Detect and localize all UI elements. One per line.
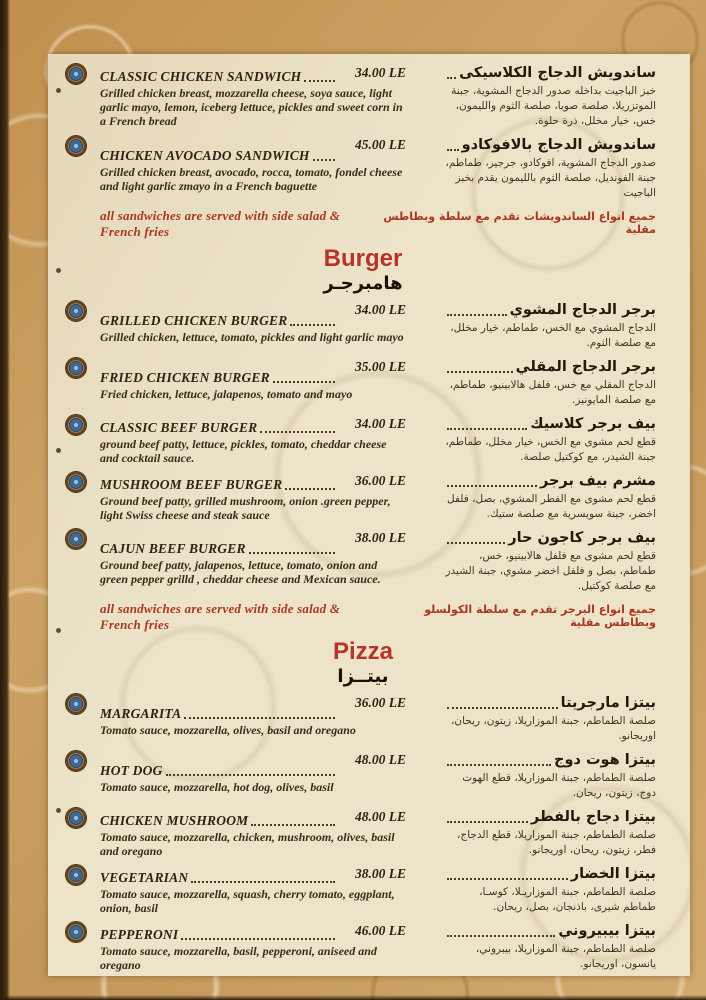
dotted-leader: [249, 552, 335, 554]
binding-hole: [56, 88, 61, 93]
section-note: [100, 601, 656, 633]
item-desc-en: Grilled chicken breast, mozzarella cheese, soya sauce, light garlic mayo, lemon, iceberg lettuce, pickles and sweet corn in a French bread: [100, 86, 403, 128]
item-desc-ar: الدجاج المشوي مع الخس، طماطم، خيار مخلل، مع صلصة الثوم.: [450, 322, 656, 349]
item-name-en: VEGETARIAN: [100, 869, 189, 885]
menu-item: [60, 358, 666, 408]
item-desc-en: Ground beef patty, grilled mushroom, onion .green pepper, light Swiss cheese and steak sauce: [100, 493, 391, 522]
item-desc-ar: صلصة الطماطم، جبنة الموزاريـلا، كوسـا، طماطم شيرى، باذنجان، بصل، ريحان.: [479, 886, 656, 913]
brand-badge-icon: [66, 922, 86, 942]
item-desc-en: Ground beef patty, jalapenos, lettuce, tomato, onion and green pepper grilld , cheddar cheese and Mexican sauce.: [100, 558, 381, 586]
page-bottom-edge: [0, 995, 706, 1000]
dotted-leader: [447, 764, 551, 766]
item-name-ar: بيتزا بيبيروني: [558, 923, 656, 939]
dotted-leader: [290, 324, 335, 326]
item-name-en: CHICKEN MUSHROOM: [100, 812, 249, 828]
item-desc-ar: الدجاج المقلي مع خس، فلفل هالابينيو، طماطم، مع صلصة المايونيز.: [449, 379, 656, 406]
dotted-leader: [260, 431, 335, 433]
item-name-en: MUSHROOM BEEF BURGER: [100, 476, 283, 492]
binding-hole: [56, 268, 61, 273]
binding-hole: [56, 448, 61, 453]
item-price: 34.00 LE: [354, 65, 406, 80]
item-name-en: CHICKEN AVOCADO SANDWICH: [100, 148, 310, 163]
section-title-en: Burger: [323, 245, 403, 272]
item-desc-en: ground beef patty, lettuce, pickles, tomato, cheddar cheese and cocktail sauce.: [100, 436, 387, 465]
section-title-ar: بيتــزا: [337, 666, 389, 687]
menu-item: [60, 64, 666, 129]
menu-item: [60, 529, 666, 594]
section-header-burger: [60, 246, 666, 295]
menu-item: [60, 472, 666, 522]
menu-item: [60, 865, 666, 915]
item-price: 35.00 LE: [354, 359, 406, 374]
dotted-leader: [313, 159, 335, 161]
item-price: 38.00 LE: [354, 866, 406, 881]
brand-badge-icon: [66, 358, 86, 378]
item-name-en: HOT DOG: [100, 762, 163, 778]
dotted-leader: [447, 542, 505, 544]
item-name-en: CLASSIC BEEF BURGER: [100, 419, 258, 435]
binding-hole: [56, 628, 61, 633]
item-name-ar: بيتزا هوت دوج: [554, 752, 656, 768]
menu-item: [60, 694, 666, 744]
item-desc-ar: قطع لحم مشوى مع الخس، خيار مخلل، طماطم، جبنة الشيدر، مع كوكتيل صلصة.: [445, 436, 656, 463]
note-text-en: all sandwiches are served with side salad & French fries: [100, 601, 341, 632]
dotted-leader: [166, 774, 335, 776]
item-name-ar: بيتزا مارجريتا: [560, 695, 656, 711]
item-price: 34.00 LE: [354, 416, 406, 431]
item-name-ar: برجر الدجاج المشوي: [509, 302, 656, 318]
item-desc-ar: صدور الدجاج المشوية، افوكادو، جرجير، طماطم، جبنة الفونديل، صلصة الثوم بالليمون يقدم بخبز الباجيت: [445, 157, 656, 199]
item-desc-ar: قطع لحم مشوى مع الفطر المشوي، بصل، فلفل اخضر، جبنة سويسرية مع صلصة ستيك.: [447, 493, 656, 520]
item-name-en: GRILLED CHICKEN BURGER: [100, 312, 288, 328]
item-name-ar: بيف برجر كلاسيك: [530, 416, 656, 432]
item-name-en: PEPPERONI: [100, 926, 179, 942]
item-desc-ar: صلصة الطماطم، جبنة الموزاريلا، قطع الدجاج، فطر، زيتون، ريحان، اوريجانو.: [457, 829, 656, 856]
section-header-pizza: [60, 639, 666, 688]
brand-badge-icon: [66, 301, 86, 321]
brand-badge-icon: [66, 694, 86, 714]
item-name-ar: ساندويش الدجاج الكلاسيكى: [459, 65, 656, 81]
dotted-leader: [447, 707, 558, 709]
item-name-ar: بيتزا دجاج بالفطر: [530, 809, 656, 825]
menu-item: [60, 136, 666, 201]
section-title-ar: هامبرجـر: [323, 273, 403, 294]
item-desc-en: Tomato sauce, mozzarella, squash, cherry tomato, eggplant, onion, basil: [100, 886, 395, 915]
item-desc-en: Grilled chicken breast, avocado, rocca, tomato, fondel cheese and light garlic zmayo in a French baguette: [100, 165, 403, 193]
item-price: 45.00 LE: [354, 137, 406, 152]
item-desc-en: Tomato sauce, mozzarella, olives, basil and oregano: [100, 722, 356, 737]
item-price: 34.00 LE: [354, 302, 406, 317]
item-desc-ar: صلصة الطماطم، جبنة الموزاريلا، بيبروني، يانسون، اوريجانو.: [475, 943, 656, 970]
note-text-ar: جميع انواع الساندويشات تقدم مع سلطة وبطاطس مقلية: [383, 210, 656, 236]
item-name-en: CLASSIC CHICKEN SANDWICH: [100, 69, 302, 84]
item-name-ar: برجر الدجاج المقلي: [515, 359, 656, 375]
section-title-en: Pizza: [332, 638, 394, 665]
dotted-leader: [447, 821, 528, 823]
brand-badge-icon: [66, 865, 86, 885]
item-desc-ar: صلصة الطماطم، جبنة الموزاريلا، قطع الهوت دوج، زيتون، ريحان.: [462, 772, 656, 799]
item-price: 38.00 LE: [354, 530, 406, 545]
menu-item: [60, 415, 666, 465]
brand-badge-icon: [66, 136, 86, 156]
item-desc-en: Tomato sauce, mozzarella, hot dog, olives, basil: [100, 779, 334, 794]
dotted-leader: [447, 935, 555, 937]
page-left-edge: [0, 0, 10, 1000]
dotted-leader: [447, 878, 568, 880]
brand-badge-icon: [66, 64, 86, 84]
menu-item: [60, 808, 666, 858]
item-name-en: MARGARITA: [100, 705, 182, 721]
note-text-ar: جميع انواع البرجر تقدم مع سلطة الكولسلو وبطاطس مقلية: [424, 603, 656, 629]
binding-hole: [56, 808, 61, 813]
brand-badge-icon: [66, 529, 86, 549]
item-name-ar: ساندويش الدجاج بالافوكادو: [461, 137, 656, 153]
brand-badge-icon: [66, 415, 86, 435]
item-name-ar: بيتزا الخضار: [570, 866, 656, 882]
dotted-leader: [184, 717, 335, 719]
section-note: [100, 208, 656, 240]
dotted-leader: [447, 371, 513, 373]
dotted-leader: [285, 488, 335, 490]
item-desc-ar: قطع لحم مشوى مع فلفل هالابينيو، خس، طماطم، بصل و فلفل اخضر مشوي، جبنة الشيدر مع صلصة كوكتيل.: [445, 550, 656, 592]
brand-badge-icon: [66, 751, 86, 771]
item-price: 36.00 LE: [354, 473, 406, 488]
item-desc-en: Tomato sauce, mozzarella, basil, pepperoni, aniseed and oregano: [100, 943, 377, 972]
brand-badge-icon: [66, 472, 86, 492]
menu-page: [48, 54, 690, 976]
dotted-leader: [447, 314, 507, 316]
item-name-en: FRIED CHICKEN BURGER: [100, 369, 270, 385]
item-name-en: CAJUN BEEF BURGER: [100, 541, 246, 556]
dotted-leader: [181, 938, 335, 940]
item-name-ar: مشرم بيف برجر: [539, 473, 656, 489]
dotted-leader: [304, 80, 335, 82]
note-text-en: all sandwiches are served with side salad & French fries: [100, 208, 341, 239]
item-desc-ar: خبز الباجيت بداخله صدور الدجاج المشوية، جبنة الموتزريلا، صلصة صويا، صلصة الثوم والليمون، خس، خيار مخلل، ذرة حلوة.: [451, 85, 656, 127]
item-price: 48.00 LE: [354, 809, 406, 824]
item-name-ar: بيف برجر كاجون حار: [508, 530, 656, 546]
menu-item: [60, 922, 666, 972]
item-desc-en: Grilled chicken, lettuce, tomato, pickles and light garlic mayo: [100, 329, 404, 344]
dotted-leader: [447, 428, 527, 430]
dotted-leader: [273, 381, 335, 383]
dotted-leader: [447, 485, 537, 487]
menu-item: [60, 301, 666, 351]
item-desc-en: Tomato sauce, mozzarella, chicken, mushroom, olives, basil and oregano: [100, 829, 395, 858]
dotted-leader: [447, 149, 459, 151]
dotted-leader: [447, 77, 456, 79]
item-price: 48.00 LE: [354, 752, 406, 767]
item-price: 36.00 LE: [354, 695, 406, 710]
item-price: 46.00 LE: [354, 923, 406, 938]
brand-badge-icon: [66, 808, 86, 828]
dotted-leader: [191, 881, 335, 883]
item-desc-en: Fried chicken, lettuce, jalapenos, tomato and mayo: [100, 386, 353, 401]
menu-item: [60, 751, 666, 801]
dotted-leader: [251, 824, 335, 826]
item-desc-ar: صلصة الطماطم، جبنة الموزاريلا، زيتون، ريحان، اوريجانو.: [450, 715, 656, 742]
